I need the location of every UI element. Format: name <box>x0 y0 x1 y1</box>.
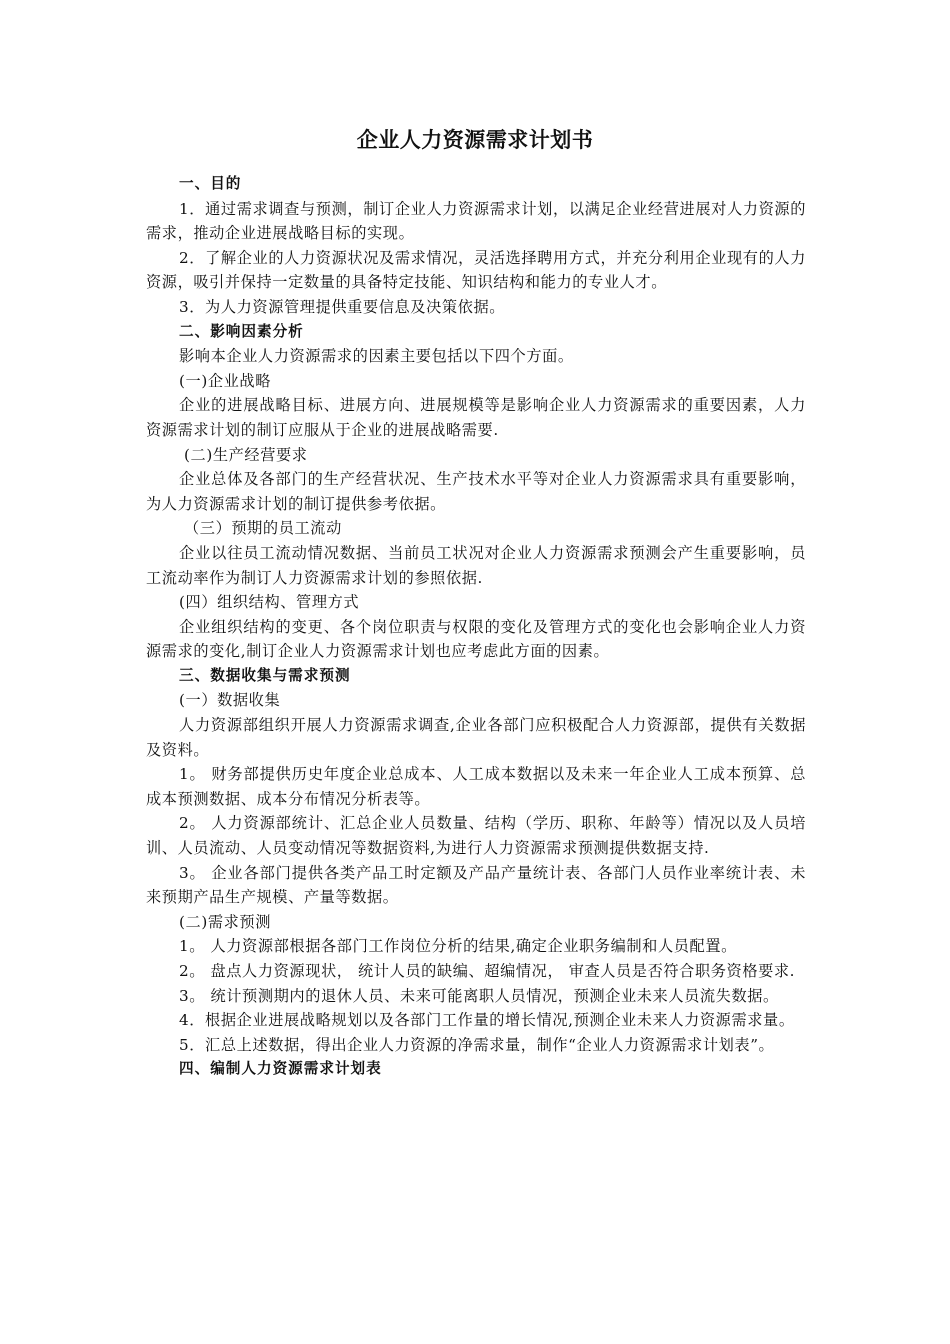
body-paragraph: 3。 企业各部门提供各类产品工时定额及产品产量统计表、各部门人员作业率统计表、未来预期产品生产规模、产量等数据。 <box>146 863 806 907</box>
section-heading: 三、数据收集与需求预测 <box>179 666 351 684</box>
subsection-heading: (一)企业战略 <box>179 371 271 390</box>
body-paragraph: 4．根据企业进展战略规划以及各部门工作量的增长情况,预测企业未来人力资源需求量。 <box>179 1011 795 1030</box>
subsection-heading: （三）预期的员工流动 <box>184 519 342 538</box>
body-paragraph: 5．汇总上述数据，得出企业人力资源的净需求量，制作“企业人力资源需求计划表”。 <box>179 1035 775 1054</box>
body-paragraph: 企业总体及各部门的生产经营状况、生产技术水平等对企业人力资源需求具有重要影响，为人力资源需求计划的制订提供参考依据。 <box>146 470 806 513</box>
body-paragraph: 影响本企业人力资源需求的因素主要包括以下四个方面。 <box>179 347 574 366</box>
section-heading: 一、目的 <box>179 175 242 192</box>
subsection-heading: (四）组织结构、管理方式 <box>179 593 360 612</box>
body-paragraph: 企业的进展战略目标、进展方向、进展规模等是影响企业人力资源需求的重要因素，人力资源需求计划的制订应服从于企业的进展战略需要. <box>146 396 806 439</box>
body-paragraph: 企业以往员工流动情况数据、当前员工状况对企业人力资源需求预测会产生重要影响，员工流动率作为制订人力资源需求计划的参照依据. <box>146 543 806 587</box>
body-paragraph: 人力资源部组织开展人力资源需求调查,企业各部门应积极配合人力资源部，提供有关数据及资料。 <box>146 716 806 759</box>
body-paragraph: 3．为人力资源管理提供重要信息及决策依据。 <box>179 297 506 316</box>
body-paragraph: 1。 人力资源部根据各部门工作岗位分析的结果,确定企业职务编制和人员配置。 <box>179 937 737 956</box>
body-paragraph: 2。 盘点人力资源现状， 统计人员的缺编、超编情况， 审查人员是否符合职务资格要求. <box>179 962 796 980</box>
body-paragraph: 2．了解企业的人力资源状况及需求情况，灵活选择聘用方式，并充分利用企业现有的人力资源，吸引并保持一定数量的具备特定技能、知识结构和能力的专业人才。 <box>146 248 806 292</box>
body-paragraph: 2。 人力资源部统计、汇总企业人员数量、结构（学历、职称、年龄等）情况以及人员培训、人员流动、人员变动情况等数据资料,为进行人力资源需求预测提供数据支持. <box>146 814 806 858</box>
body-paragraph: 3。 统计预测期内的退休人员、未来可能离职人员情况，预测企业未来人员流失数据。 <box>179 986 779 1005</box>
subsection-heading: (二)生产经营要求 <box>184 445 308 464</box>
section-heading: 二、影响因素分析 <box>179 322 304 340</box>
body-paragraph: 1。 财务部提供历史年度企业总成本、人工成本数据以及未来一年企业人工成本预算、总成本预测数据、成本分布情况分析表等。 <box>146 765 806 808</box>
body-paragraph: 1．通过需求调查与预测，制订企业人力资源需求计划，以满足企业经营进展对人力资源的需求，推动企业进展战略目标的实现。 <box>146 199 806 243</box>
subsection-heading: (一）数据收集 <box>179 691 281 710</box>
document-body <box>146 172 806 1082</box>
subsection-heading: (二)需求预测 <box>179 912 271 931</box>
page-title: 企业人力资源需求计划书 <box>356 128 594 152</box>
body-paragraph: 企业组织结构的变更、各个岗位职责与权限的变化及管理方式的变化也会影响企业人力资源需求的变化,制订企业人力资源需求计划也应考虑此方面的因素。 <box>146 617 806 661</box>
section-heading: 四、编制人力资源需求计划表 <box>179 1060 382 1078</box>
